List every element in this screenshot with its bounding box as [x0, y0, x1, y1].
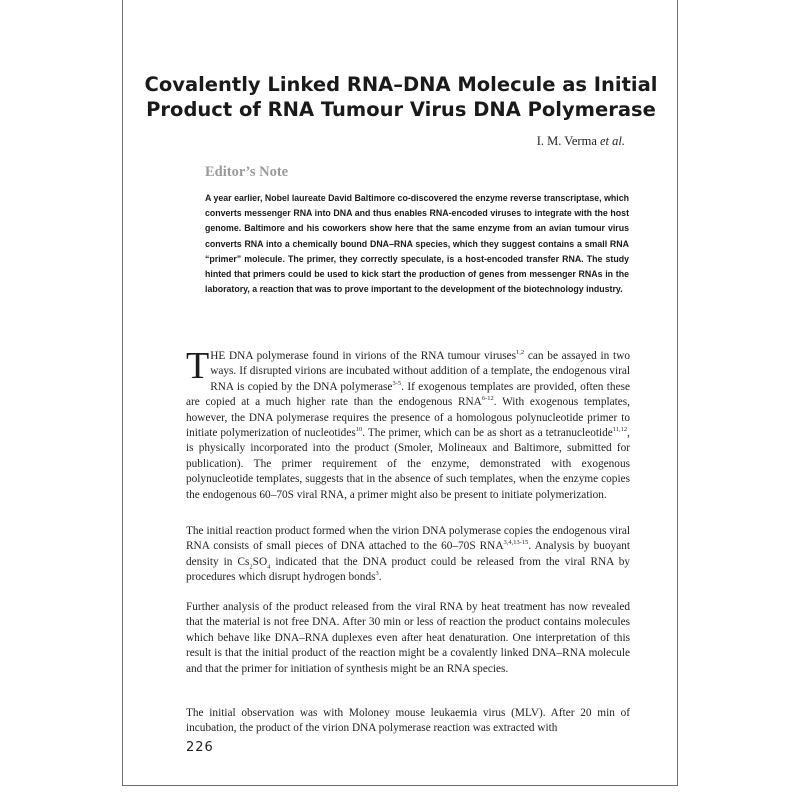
- citation: 6-12: [481, 395, 494, 403]
- body-paragraph-4: The initial observation was with Moloney mouse leukaemia virus (MLV). After 20 min of incubation, the product of the virion DNA polymerase reaction was extracted with: [186, 707, 630, 735]
- body-paragraph-3: Further analysis of the product released from the viral RNA by heat treatment has now revealed that the material is not free DNA. After 30 min or less of reaction the product contains molecules which behave like DNA–RNA duplexes even after heat denaturation. One interpretation of this result is that the initial product of the reaction might be a covalently linked DNA–RNA molecule and that the primer for initiation of synthesis might be an RNA species.: [186, 601, 630, 675]
- citation: 11,12: [612, 426, 628, 434]
- editors-note-heading: Editor’s Note: [205, 164, 289, 180]
- citation: 3,4,13-15: [503, 539, 529, 547]
- editors-note-text: A year earlier, Nobel laureate David Baltimore co-discovered the enzyme reverse transcriptase, which converts messenger RNA into DNA and thus enables RNA-encoded viruses to integrate with the host genome. Baltimore and his coworkers show here that the same enzyme from an avian tumour virus converts RNA into a chemically bound DNA–RNA species, which they suggest contains a small RNA “primer” molecule. The primer, they correctly speculate, is a host-encoded transfer RNA. The study hinted that primers could be used to kick start the production of genes from messenger RNAs in the laboratory, a reaction that was to prove important to the development of the biotechnology industry.: [205, 193, 629, 295]
- citation: 3: [375, 570, 379, 578]
- citation: 3-5: [392, 380, 402, 388]
- title-line-1: Covalently Linked RNA–DNA Molecule as Initial: [144, 73, 658, 96]
- page-number: 226: [186, 740, 214, 755]
- title-line-2: Product of RNA Tumour Virus DNA Polymerase: [146, 98, 656, 121]
- body-paragraph-1: THE DNA polymerase found in virions of the RNA tumour viruses$^{1,2}$ can be assayed in two ways. If disrupted virions are incubated without addition of a template, the endogenous viral RNA is copied by the DNA polymerase$^{3-5}$. If exogenous templates are provided, often these are copied at a much higher rate than the endogenous RNA$^{6-12}$. With exogenous templates, however, the DNA polymerase requires the presence of a homologous polynucleotide primer to initiate polymerization of nucleotides$^{10}$. The primer, which can be as short as a tetranucleotide$^{11,12}$, is physically incorporated into the product (Smoler, Molineaux and Baltimore, submitted for publication). The primer requirement of the enzyme, demonstrated with exogenous polynucleotide templates, suggests that in the absence of such templates, when the enzyme copies the endogenous 60–70S viral RNA, a primer might also be present to initiate polymerization.: [186, 345, 630, 501]
- citation: 1,2: [516, 349, 525, 357]
- author-name: I. M. Verma: [536, 134, 597, 148]
- author-line: [537, 134, 625, 149]
- body-paragraph-2: The initial reaction product formed when the virion DNA polymerase copies the endogenous viral RNA consists of small pieces of DNA attached to the 60–70S RNA$^{3,4,13-15}$. Analysis by buoyant density in $Cs_2SO_4$ indicated that the DNA product could be released from the viral RNA by procedures which disrupt hydrogen bonds$^3$.: [186, 525, 631, 584]
- drop-cap: T: [186, 345, 210, 387]
- author-etal: et al.: [600, 134, 625, 148]
- article-title: [123, 72, 679, 122]
- subscript: 4: [267, 563, 271, 571]
- book-page: [122, 0, 678, 786]
- subscript: 2: [249, 563, 253, 571]
- citation: 10: [355, 426, 363, 434]
